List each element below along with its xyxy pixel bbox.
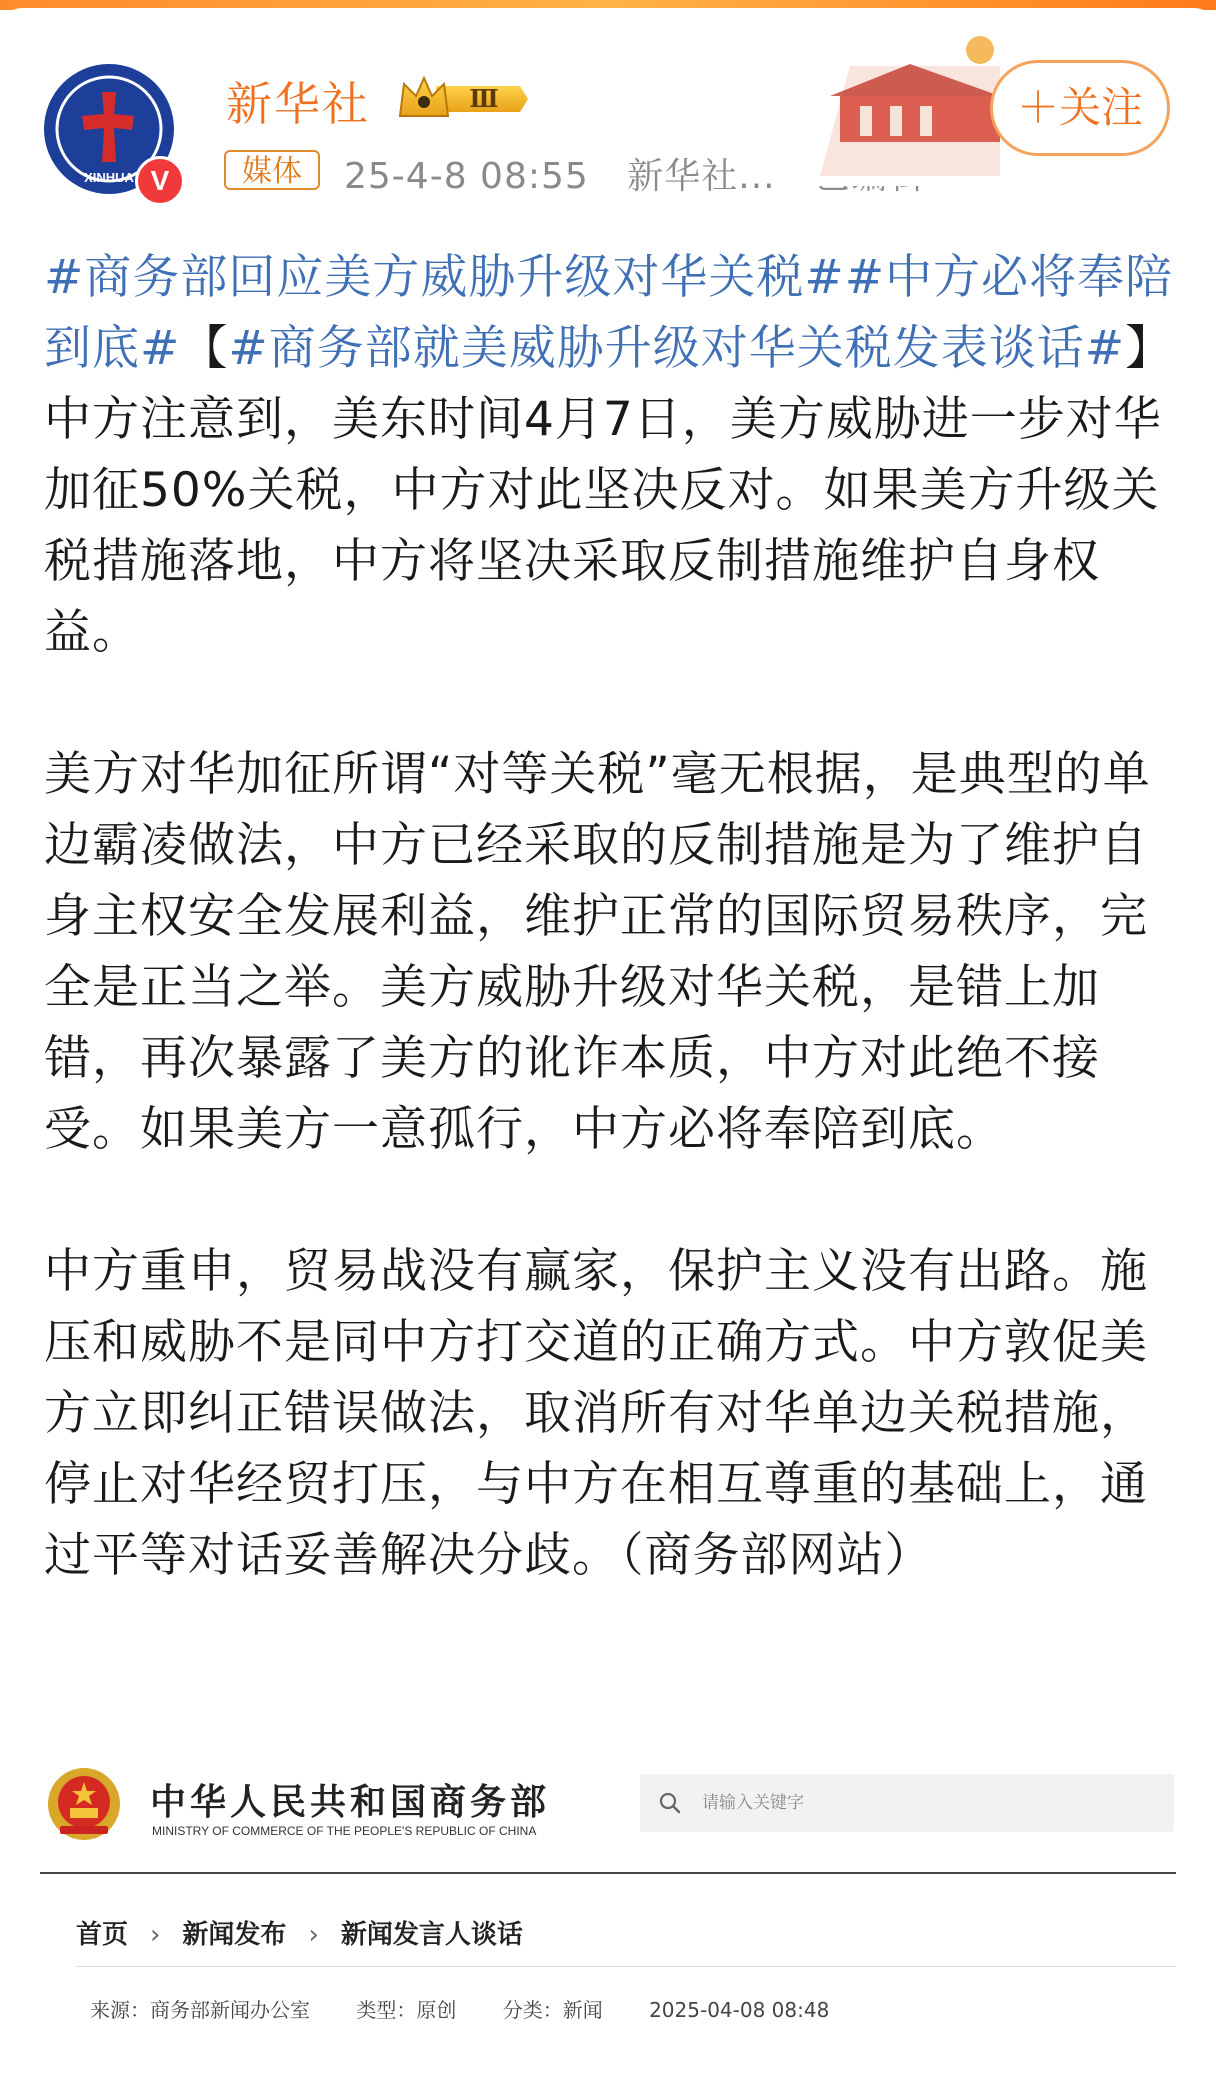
media-tag: 媒体 [224,150,320,190]
post-paragraph-3: 中方重申，贸易战没有赢家，保护主义没有出路。施压和威胁不是同中方打交道的正确方式。中方敦促美方立即纠正错误做法，取消所有对华单边关税措施，停止对华经贸打压，与中方在相互尊重的基础上，通过平等对话妥善解决分歧。（商务部网站） [44,1244,1148,1583]
breadcrumb-spokesperson[interactable]: 新闻发言人谈话 [340,1920,523,1950]
paragraph-text: 】中方注意到，美东时间4月7日，美方威胁进一步对华加征50%关税，中方对此坚决反对。如果美方升级关税措施落地，中方将坚决采取反制措施维护自身权益。 [44,321,1174,660]
verified-icon: V [135,156,185,206]
breadcrumb-news-release[interactable]: 新闻发布 [182,1920,287,1950]
bracket-open: 【 [180,321,229,376]
article-info [90,1994,869,2023]
post-source[interactable]: 新华社... [627,156,776,197]
level-badge-text: Ⅲ [469,84,499,113]
article-category: 分类：新闻 [502,1998,603,2022]
ministry-name-en: MINISTRY OF COMMERCE OF THE PEOPLE'S REPUBLIC OF CHINA [152,1824,537,1838]
breadcrumb-home[interactable]: 首页 [76,1920,129,1950]
post-time: 25-4-8 08:55 [344,156,589,197]
embedded-screenshot[interactable] [30,1736,1186,2042]
article-datetime: 2025-04-08 08:48 [649,1998,830,2022]
topic-hashtag-link[interactable]: #商务部就美威胁升级对华关税发表谈话# [228,321,1126,376]
search-icon[interactable] [656,1789,684,1817]
breadcrumb [76,1914,523,1951]
post-card [0,8,1216,2086]
search-input[interactable] [700,1784,1144,1822]
svg-text:XINHUA: XINHUA [84,170,134,185]
national-emblem-icon [46,1766,122,1842]
post-paragraph-1 [44,242,1178,668]
follow-button[interactable]: ＋关注 [990,60,1170,156]
topic-hashtag-link[interactable]: #商务部回应美方威胁升级对华关税##中方必将奉陪到底# [44,250,1174,376]
breadcrumb-divider [76,1966,1176,1967]
breadcrumb-separator: › [308,1920,319,1950]
breadcrumb-separator: › [150,1920,161,1950]
ministry-name-cn: 中华人民共和国商务部 [150,1782,551,1823]
post-paragraph-2: 美方对华加征所谓“对等关税”毫无根据，是典型的单边霸凌做法，中方已经采取的反制措施是为了维护自身主权安全发展利益，维护正常的国际贸易秩序，完全是正当之举。美方威胁升级对华关税，是错上加错，再次暴露了美方的讹诈本质，中方对此绝不接受。如果美方一意孤行，中方必将奉陪到底。 [44,747,1151,1157]
tiananmen-decoration-icon [810,26,1010,186]
author-name[interactable]: 新华社 [226,77,370,131]
header-divider [40,1872,1176,1874]
post-body [44,242,1178,1591]
search-box[interactable] [640,1774,1174,1832]
article-source: 来源：商务部新闻办公室 [90,1998,310,2022]
article-type: 类型：原创 [356,1998,457,2022]
crown-level-icon [396,72,528,126]
